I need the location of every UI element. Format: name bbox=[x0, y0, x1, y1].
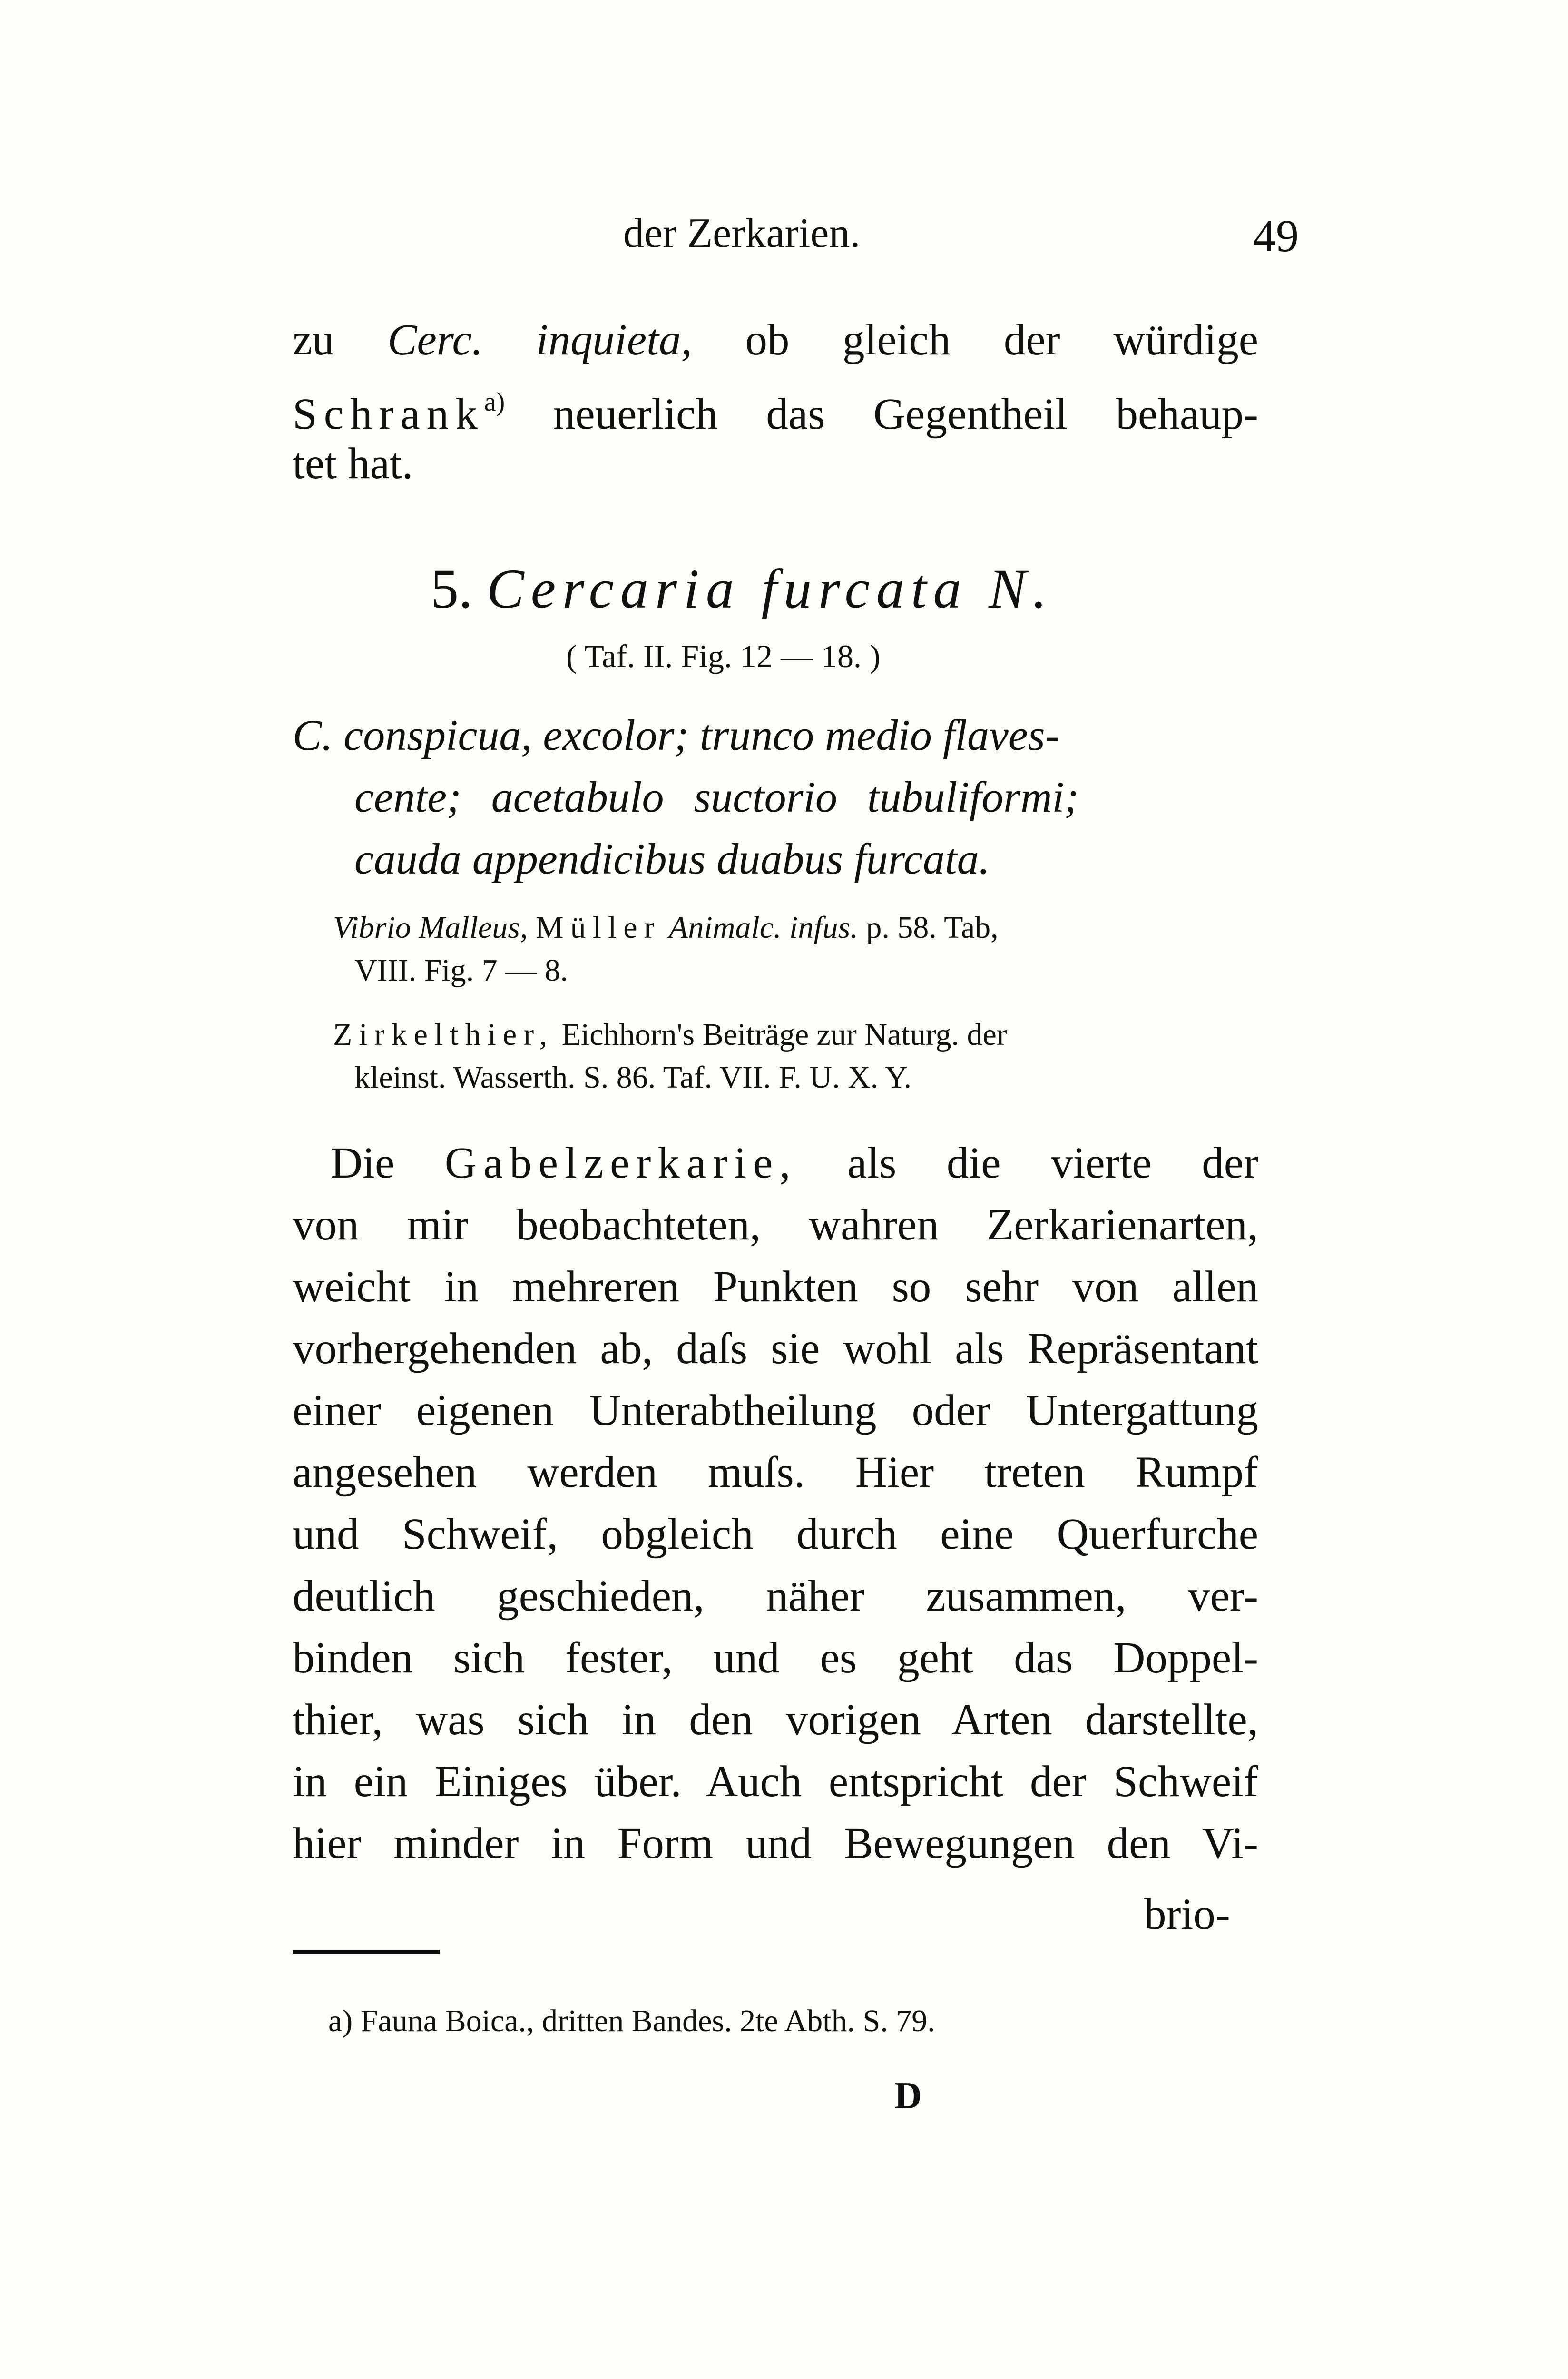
body-line-5: einer eigenen Unterabtheilung oder Untergattung bbox=[293, 1386, 1258, 1435]
synonym-1-author: Müller bbox=[535, 910, 661, 945]
body-line-6: angesehen werden muſs. Hier treten Rumpf bbox=[293, 1448, 1258, 1497]
diagnosis-line-2: cente; acetabulo suctorio tubuliformi; bbox=[354, 773, 1079, 821]
page-number: 49 bbox=[1253, 210, 1299, 261]
body-line-8: deutlich geschieden, näher zusammen, ver- bbox=[293, 1572, 1258, 1621]
body-line-3: weicht in mehreren Punkten so sehr von allen bbox=[293, 1262, 1258, 1311]
intro-line-2-rest: neuerlich das Gegentheil behaup- bbox=[553, 390, 1258, 439]
body-line-10: thier, was sich in den vorigen Arten darstellte, bbox=[293, 1695, 1258, 1744]
intro-paragraph bbox=[293, 309, 1258, 495]
species-name: Cercaria furcata N. bbox=[487, 558, 1054, 620]
main-paragraph bbox=[293, 1132, 1258, 1875]
synonym-1-work: Animalc. infus. bbox=[669, 910, 858, 945]
plate-reference: ( Taf. II. Fig. 12 — 18. ) bbox=[566, 638, 881, 674]
synonym-2-taxon: Zirkelthier, bbox=[333, 1017, 554, 1052]
body-line-11: in ein Einiges über. Auch entspricht der Schweif bbox=[293, 1757, 1258, 1806]
body-line-9: binden sich fester, und es geht das Doppel- bbox=[293, 1633, 1258, 1682]
synonym-2-ref: Eichhorn's Beiträge zur Naturg. der bbox=[561, 1017, 1007, 1052]
page-header bbox=[623, 209, 1299, 266]
body-line-4: vorhergehenden ab, daſs sie wohl als Repräsentant bbox=[293, 1324, 1258, 1373]
intro-line-2 bbox=[293, 371, 1258, 439]
synonym-1-taxon: Vibrio Malleus, bbox=[333, 910, 528, 945]
intro-line-1-rest: ob gleich der würdige bbox=[745, 315, 1259, 364]
signature-mark: D bbox=[894, 2075, 922, 2117]
body-line-2: von mir beobachteten, wahren Zerkarienarten, bbox=[293, 1200, 1258, 1249]
diagnosis-line-1: C. conspicua, excolor; trunco medio flaves- bbox=[293, 711, 1060, 759]
diagnosis-line-3: cauda appendicibus duabus furcata. bbox=[354, 835, 990, 883]
footnote-ref: a) bbox=[484, 387, 505, 417]
running-head: der Zerkarien. bbox=[623, 210, 861, 256]
catchword: brio- bbox=[1144, 1890, 1230, 1939]
body-species-common-name: Gabelzerkarie, bbox=[444, 1139, 797, 1188]
footnote: a) Fauna Boica., dritten Bandes. 2te Abth. S. 79. bbox=[328, 2004, 935, 2038]
synonym-1-line-1 bbox=[333, 906, 999, 949]
body-line-7: und Schweif, obgleich durch eine Querfurche bbox=[293, 1510, 1258, 1559]
body-line-1 bbox=[293, 1132, 1258, 1194]
synonym-2-line-2: kleinst. Wasserth. S. 86. Taf. VII. F. U. X. Y. bbox=[354, 1060, 911, 1095]
body-word-die: Die bbox=[331, 1139, 395, 1188]
body-line-12: hier minder in Form und Bewegungen den Vi- bbox=[293, 1819, 1258, 1868]
intro-species-ref: Cerc. inquieta, bbox=[387, 315, 692, 364]
synonym-1-line-2: VIII. Fig. 7 — 8. bbox=[354, 953, 568, 988]
species-number: 5. bbox=[431, 558, 473, 620]
synonym-1-page: p. 58. Tab, bbox=[866, 910, 999, 945]
footnote-rule bbox=[293, 1950, 440, 1954]
intro-word-zu: zu bbox=[293, 315, 334, 364]
intro-line-1 bbox=[293, 309, 1258, 371]
species-heading bbox=[431, 557, 1053, 621]
synonym-2-line-1 bbox=[333, 1013, 1007, 1056]
author-name: Schrank bbox=[293, 390, 484, 439]
intro-line-3: tet hat. bbox=[293, 439, 413, 488]
body-line-1-rest: als die vierte der bbox=[847, 1139, 1259, 1188]
